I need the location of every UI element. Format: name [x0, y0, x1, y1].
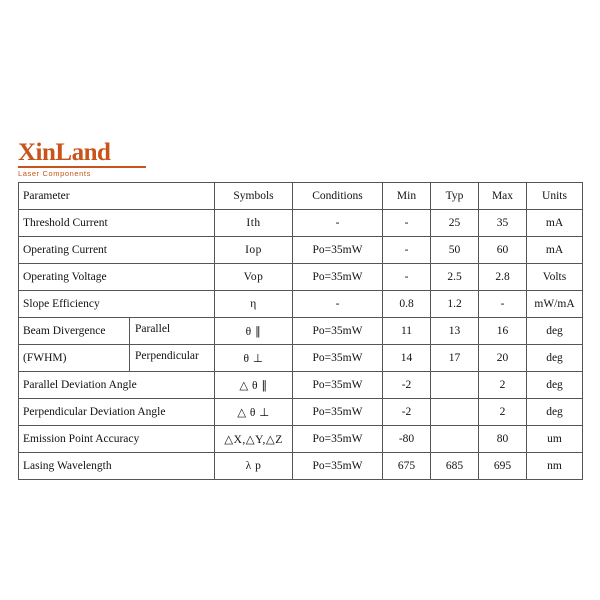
cell-min: 14: [383, 345, 431, 372]
cell-units: um: [527, 426, 583, 453]
cell-condition: Po=35mW: [293, 264, 383, 291]
parameter-label: Beam Divergence: [23, 325, 106, 337]
cell-min: -2: [383, 372, 431, 399]
cell-symbol: η: [215, 291, 293, 318]
parameter-sublabel: Parallel: [129, 318, 214, 344]
cell-symbol: θ ⊥: [215, 345, 293, 372]
table-row: [19, 318, 583, 345]
table-row: [19, 264, 583, 291]
cell-max: -: [479, 291, 527, 318]
cell-symbol: Iop: [215, 237, 293, 264]
cell-parameter: Threshold Current: [19, 210, 215, 237]
cell-parameter: [19, 318, 215, 345]
cell-symbol: △ θ ⊥: [215, 399, 293, 426]
cell-symbol: △ θ ∥: [215, 372, 293, 399]
cell-parameter: [19, 345, 215, 372]
cell-typ: [431, 399, 479, 426]
specification-table: [18, 182, 583, 480]
cell-min: -: [383, 237, 431, 264]
column-header: Min: [383, 183, 431, 210]
cell-parameter: Emission Point Accuracy: [19, 426, 215, 453]
cell-condition: -: [293, 291, 383, 318]
parameter-label: (FWHM): [23, 352, 67, 364]
brand-name: XinLand: [18, 139, 111, 166]
table-row: [19, 345, 583, 372]
cell-parameter: Operating Voltage: [19, 264, 215, 291]
cell-symbol: Vop: [215, 264, 293, 291]
cell-typ: 25: [431, 210, 479, 237]
cell-units: nm: [527, 453, 583, 480]
cell-max: 695: [479, 453, 527, 480]
cell-units: mA: [527, 237, 583, 264]
cell-units: mA: [527, 210, 583, 237]
cell-parameter: Parallel Deviation Angle: [19, 372, 215, 399]
cell-max: 2: [479, 399, 527, 426]
table-header-row: [19, 183, 583, 210]
table-row: [19, 453, 583, 480]
cell-max: 80: [479, 426, 527, 453]
cell-min: -: [383, 264, 431, 291]
cell-min: 11: [383, 318, 431, 345]
cell-condition: Po=35mW: [293, 453, 383, 480]
cell-symbol: △X,△Y,△Z: [215, 426, 293, 453]
cell-min: -: [383, 210, 431, 237]
cell-max: 35: [479, 210, 527, 237]
column-header: Max: [479, 183, 527, 210]
cell-symbol: θ ∥: [215, 318, 293, 345]
cell-typ: 685: [431, 453, 479, 480]
cell-condition: Po=35mW: [293, 399, 383, 426]
cell-parameter: Perpendicular Deviation Angle: [19, 399, 215, 426]
column-header: Symbols: [215, 183, 293, 210]
cell-max: 16: [479, 318, 527, 345]
cell-min: -2: [383, 399, 431, 426]
cell-typ: [431, 372, 479, 399]
cell-condition: Po=35mW: [293, 345, 383, 372]
column-header: Conditions: [293, 183, 383, 210]
cell-units: Volts: [527, 264, 583, 291]
column-header: Parameter: [19, 183, 215, 210]
cell-symbol: Ith: [215, 210, 293, 237]
logo-divider: [18, 166, 146, 168]
table-row: [19, 426, 583, 453]
cell-min: 675: [383, 453, 431, 480]
cell-condition: Po=35mW: [293, 318, 383, 345]
cell-parameter: Lasing Wavelength: [19, 453, 215, 480]
cell-units: deg: [527, 399, 583, 426]
table-row: [19, 372, 583, 399]
cell-typ: 2.5: [431, 264, 479, 291]
cell-typ: [431, 426, 479, 453]
table-row: [19, 237, 583, 264]
cell-min: -80: [383, 426, 431, 453]
brand-logo: [18, 140, 168, 178]
column-header: Typ: [431, 183, 479, 210]
cell-condition: Po=35mW: [293, 372, 383, 399]
table-row: [19, 399, 583, 426]
cell-max: 20: [479, 345, 527, 372]
cell-max: 2: [479, 372, 527, 399]
cell-typ: 50: [431, 237, 479, 264]
cell-units: mW/mA: [527, 291, 583, 318]
cell-parameter: Slope Efficiency: [19, 291, 215, 318]
cell-min: 0.8: [383, 291, 431, 318]
cell-typ: 13: [431, 318, 479, 345]
cell-units: deg: [527, 318, 583, 345]
cell-condition: -: [293, 210, 383, 237]
cell-units: deg: [527, 372, 583, 399]
parameter-sublabel: Perpendicular: [129, 345, 214, 371]
cell-condition: Po=35mW: [293, 426, 383, 453]
cell-units: deg: [527, 345, 583, 372]
column-header: Units: [527, 183, 583, 210]
table-row: [19, 210, 583, 237]
cell-typ: 17: [431, 345, 479, 372]
cell-typ: 1.2: [431, 291, 479, 318]
cell-condition: Po=35mW: [293, 237, 383, 264]
cell-max: 2.8: [479, 264, 527, 291]
cell-max: 60: [479, 237, 527, 264]
table-row: [19, 291, 583, 318]
cell-parameter: Operating Current: [19, 237, 215, 264]
brand-tagline: Laser Components: [18, 169, 91, 178]
cell-symbol: λ p: [215, 453, 293, 480]
